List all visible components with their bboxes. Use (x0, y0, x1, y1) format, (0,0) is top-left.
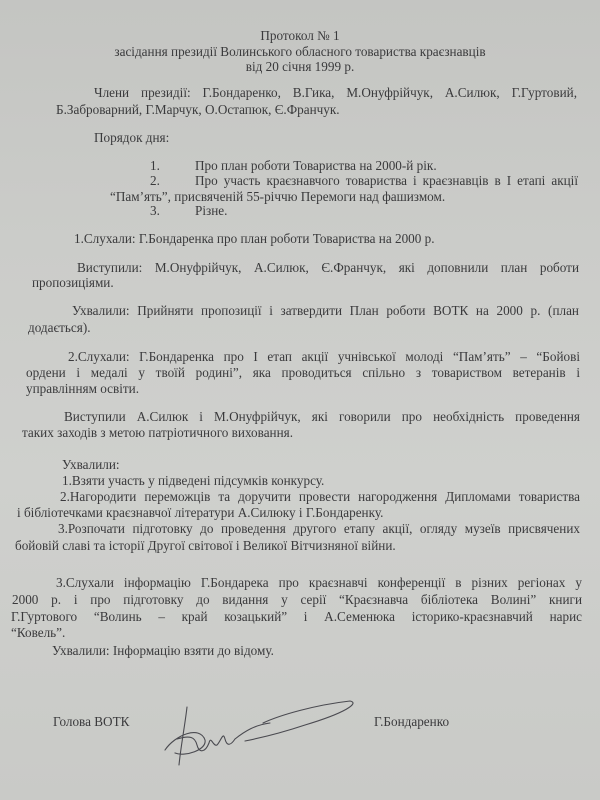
members-line-2: Б.Заброварний, Г.Марчук, О.Остапюк, Є.Франчук. (56, 102, 340, 117)
agenda-heading: Порядок дня: (94, 130, 170, 145)
agenda-item-2-num: 2. (150, 173, 160, 188)
document-date: від 20 січня 1999 р. (245, 59, 355, 74)
section2-resolved-item-2-line-2: і бібліотечками краєзнавчої літератури А.Силюку і Г.Бондаренку. (17, 505, 384, 520)
section1-spoke-1: Виступили: М.Онуфрійчук, А.Силюк, Є.Франчук, які доповнили план роботи (77, 260, 579, 275)
section2-resolved-heading: Ухвалили: (62, 457, 120, 472)
handwritten-signature (145, 695, 365, 775)
section1-heard: 1.Слухали: Г.Бондаренка про план роботи Товариства на 2000 р. (74, 231, 435, 246)
section2-resolved-item-3-line-1: 3.Розпочати підготовку до проведення другого етапу акції, огляду музеїв присвячених (58, 521, 580, 536)
agenda-item-1-text: Про план роботи Товариства на 2000-й рік. (195, 158, 437, 173)
section3-heard-1: 3.Слухали інформацію Г.Бондарека про краєзнавчі конференції в різних регіонах у (56, 575, 582, 590)
section2-heard-3: управлінням освіти. (26, 381, 140, 396)
signature-name: Г.Бондаренко (374, 714, 450, 729)
agenda-item-1-num: 1. (150, 158, 160, 173)
section3-resolved: Ухвалили: Інформацію взяти до відому. (52, 643, 274, 658)
document-title: Протокол № 1 (260, 28, 340, 43)
section2-spoke-1: Виступили А.Силюк і М.Онуфрійчук, які говорили про необхідність проведення (64, 409, 580, 424)
agenda-item-3-text: Різне. (195, 203, 228, 218)
agenda-item-2-text: Про участь краєзнавчого товариства і краєзнавців в І етапі акції (195, 173, 578, 188)
document-subtitle: засідання президії Волинського обласного товариства краєзнавців (114, 44, 486, 59)
agenda-item-3-num: 3. (150, 203, 160, 218)
section2-spoke-2: таких заходів з метою патріотичного виховання. (22, 425, 294, 440)
section3-heard-4: “Ковель”. (11, 625, 66, 640)
section2-heard-2: ордени і медалі у твоїй родині”, яка проводиться спільно з товариством ветеранів і (26, 365, 580, 380)
section1-resolved-2: додається). (28, 320, 91, 335)
signature-role: Голова ВОТК (53, 714, 130, 729)
section3-heard-3: Г.Гуртового “Волинь – край козацький” і А.Семенюка історико-краєзнавчий нарис (11, 609, 582, 624)
section2-resolved-item-3-line-2: бойовій славі та історії Другої світової і Великої Вітчизняної війни. (15, 538, 396, 553)
agenda-item-2-cont: “Пам’ять”, присвяченій 55-річчю Перемоги над фашизмом. (110, 189, 446, 204)
members-line-1: Члени президії: Г.Бондаренко, В.Гика, М.Онуфрійчук, А.Силюк, Г.Гуртовий, (94, 85, 577, 100)
section2-resolved-item-2-line-1: 2.Нагородити переможців та доручити провести нагородження Дипломами товариства (60, 489, 580, 504)
section1-resolved-1: Ухвалили: Прийняти пропозиції і затвердити План роботи ВОТК на 2000 р. (план (72, 303, 579, 318)
section1-spoke-2: пропозиціями. (32, 275, 114, 290)
section2-heard-1: 2.Слухали: Г.Бондаренка про І етап акції учнівської молоді “Пам’ять” – “Бойові (68, 349, 580, 364)
section3-heard-2: 2000 р. і про підготовку до видання у серії “Краєзнавча бібліотека Волині” книги (12, 592, 582, 607)
section2-resolved-item-1: 1.Взяти участь у підведені підсумків конкурсу. (62, 473, 325, 488)
